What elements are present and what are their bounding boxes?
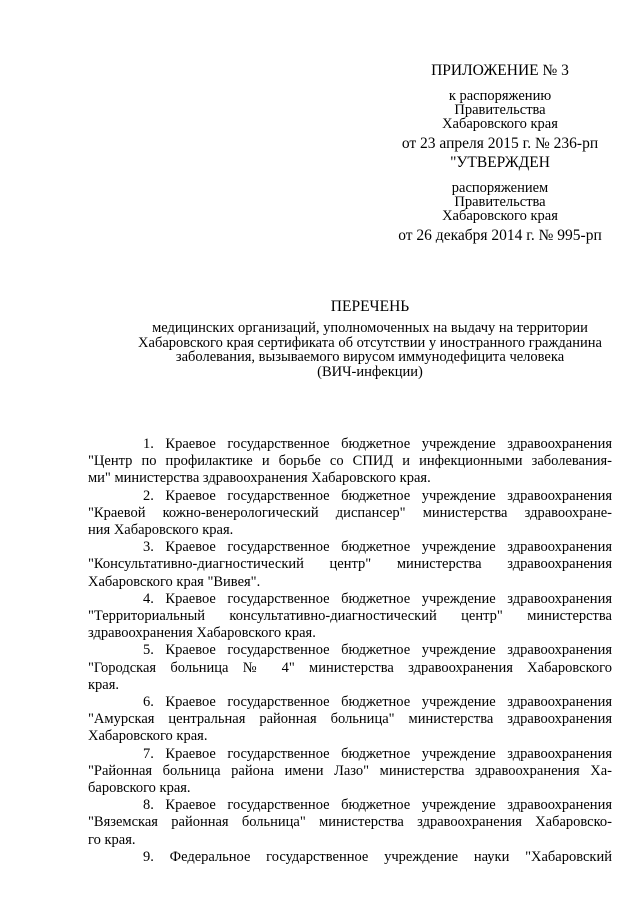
item-line: "Городская больница № 4" министерства здравоохранения Хабаровского bbox=[88, 659, 612, 676]
list-item bbox=[88, 746, 612, 798]
appendix-block bbox=[380, 62, 620, 153]
approved-by-line: распоряжением bbox=[451, 180, 549, 196]
item-line: 8. Краевое государственное бюджетное учреждение здравоохранения bbox=[143, 797, 612, 814]
appendix-order-line: Правительства bbox=[454, 102, 546, 118]
item-line: 7. Краевое государственное бюджетное учреждение здравоохранения bbox=[143, 745, 612, 762]
appendix-label: ПРИЛОЖЕНИЕ № 3 bbox=[431, 62, 569, 79]
appendix-order-line: к распоряжению bbox=[448, 88, 552, 104]
item-line: 9. Федеральное государственное учреждение науки "Хабаровский bbox=[143, 848, 612, 865]
item-line: "Центр по профилактике и борьбе со СПИД и инфекционными заболевания- bbox=[88, 453, 612, 470]
item-line: 6. Краевое государственное бюджетное учреждение здравоохранения bbox=[143, 694, 612, 711]
subtitle-line: заболевания, вызываемого вирусом иммунодефицита человека bbox=[175, 349, 565, 365]
item-line: 4. Краевое государственное бюджетное учреждение здравоохранения bbox=[143, 590, 612, 607]
list-item bbox=[88, 591, 612, 643]
title-block bbox=[100, 298, 640, 379]
item-line: "Районная больница района имени Лазо" министерства здравоохранения Ха- bbox=[88, 762, 612, 779]
list-item bbox=[88, 642, 612, 694]
approved-date: от 26 декабря 2014 г. № 995-рп bbox=[398, 227, 602, 244]
list-item bbox=[88, 539, 612, 591]
item-line: ния Хабаровского края. bbox=[88, 522, 234, 539]
subtitle-line: (ВИЧ-инфекции) bbox=[317, 363, 423, 380]
organization-list bbox=[88, 436, 612, 866]
list-item bbox=[88, 797, 612, 849]
appendix-order-line: Хабаровского края bbox=[442, 116, 558, 132]
list-item bbox=[88, 488, 612, 540]
item-line: 1. Краевое государственное бюджетное учреждение здравоохранения bbox=[143, 436, 612, 452]
item-line: 2. Краевое государственное бюджетное учреждение здравоохранения bbox=[143, 487, 612, 504]
item-line: го края. bbox=[88, 831, 136, 848]
document-subtitle bbox=[100, 321, 640, 379]
item-line: "Вяземская районная больница" министерства здравоохранения Хабаровско- bbox=[88, 814, 612, 831]
subtitle-line: Хабаровского края сертификата об отсутствии у иностранного гражданина bbox=[138, 334, 602, 351]
approved-label: "УТВЕРЖДЕН bbox=[450, 154, 550, 171]
item-line: Хабаровского края. bbox=[88, 728, 208, 745]
appendix-order-date: от 23 апреля 2015 г. № 236-рп bbox=[401, 135, 599, 152]
item-line: "Консультативно-диагностический центр" министерства здравоохранения bbox=[88, 556, 612, 573]
item-line: 5. Краевое государственное бюджетное учреждение здравоохранения bbox=[143, 642, 612, 659]
item-line: "Амурская центральная районная больница" министерства здравоохранения bbox=[88, 711, 612, 728]
item-line: края. bbox=[88, 676, 120, 693]
approved-by-line: Хабаровского края bbox=[442, 208, 558, 224]
item-line: "Краевой кожно-венерологический диспансер" министерства здравоохране- bbox=[88, 504, 612, 521]
list-item bbox=[88, 436, 612, 488]
item-line: баровского края. bbox=[88, 780, 191, 797]
item-line: 3. Краевое государственное бюджетное учреждение здравоохранения bbox=[143, 539, 612, 556]
item-line: здравоохранения Хабаровского края. bbox=[88, 625, 316, 642]
list-item bbox=[88, 694, 612, 746]
document-title: ПЕРЕЧЕНЬ bbox=[330, 298, 410, 315]
approved-by-line: Правительства bbox=[454, 194, 546, 210]
subtitle-line: медицинских организаций, уполномоченных на выдачу на территории bbox=[152, 320, 588, 336]
list-item bbox=[88, 849, 612, 866]
item-line: Хабаровского края "Вивея". bbox=[88, 573, 261, 590]
item-line: ми" министерства здравоохранения Хабаровского края. bbox=[88, 470, 431, 487]
approved-block bbox=[380, 154, 620, 245]
item-line: "Территориальный консультативно-диагностический центр" министерства bbox=[88, 608, 612, 625]
